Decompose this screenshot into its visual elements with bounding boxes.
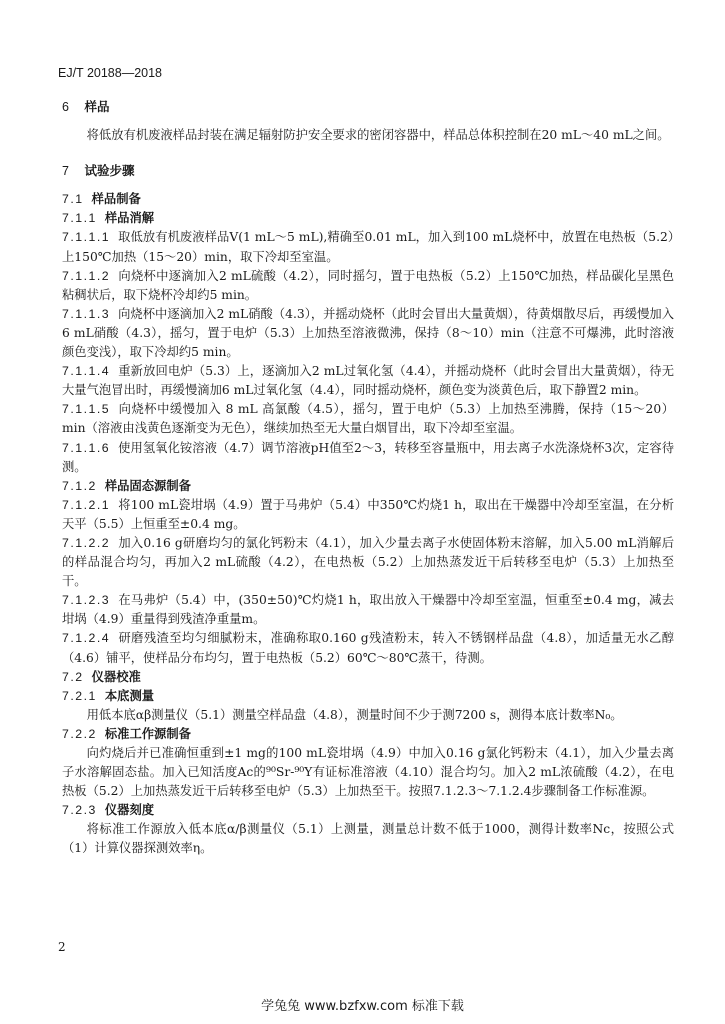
section-title: 样品制备 — [91, 192, 141, 207]
section-7-2-1-heading — [62, 687, 674, 706]
clause-text: 向烧杯中逐滴加入2 mL硝酸（4.3），并摇动烧杯（此时会冒出大量黄烟），待黄烟散尽后，再缓慢加入6 mL硝酸（4.3），摇匀，置于电炉（5.3）上加热至溶液微沸，保持（8～10）min（注意不可爆沸，此时溶液颜色变浅），取下冷却约5 min。 — [62, 306, 674, 360]
section-7-2-3-heading — [62, 801, 674, 820]
section-title: 仪器校准 — [91, 669, 141, 684]
section-title: 本底测量 — [104, 688, 155, 703]
clause-number: 7.1.2.1 — [62, 497, 111, 512]
footer-watermark: 学兔兔 www.bzfxw.com 标准下载 — [261, 999, 464, 1014]
clause-number: 7.1.2.3 — [62, 593, 111, 608]
section-7-1-heading — [62, 190, 674, 209]
section-7-2-3-body: 将标准工作源放入低本底α/β测量仪（5.1）上测量，测量总计数不低于1000，测得计数率Nc，按照公式（1）计算仪器探测效率η。 — [62, 822, 674, 856]
section-number: 7.1 — [62, 192, 84, 207]
main-content — [62, 97, 674, 859]
clause-7-1-1-1 — [62, 228, 674, 266]
clause-number: 7.1.2.4 — [62, 631, 111, 646]
clause-text: 将100 mL瓷坩埚（4.9）置于马弗炉（5.4）中350℃灼烧1 h，取出在干燥器中冷却至室温，在分析天平（5.5）上恒重至±0.4 mg。 — [62, 497, 674, 531]
clause-7-1-1-4 — [62, 362, 674, 400]
clause-7-1-1-3 — [62, 305, 674, 362]
section-number: 7.2.3 — [62, 803, 97, 818]
section-title: 仪器刻度 — [104, 803, 155, 818]
section-title: 样品 — [84, 99, 110, 114]
section-number: 7.2.2 — [62, 726, 97, 741]
section-title: 样品固态源制备 — [104, 478, 191, 493]
clause-number: 7.1.1.3 — [62, 306, 111, 321]
clause-text: 取低放有机废液样品V(1 mL～5 mL),精确至0.01 mL，加入到100 mL烧杯中，放置在电热板（5.2）上150℃加热（15～20）min，取下冷却至室温。 — [62, 230, 674, 264]
section-number: 7.2.1 — [62, 688, 97, 703]
clause-7-1-2-4 — [62, 629, 674, 667]
clause-number: 7.1.1.4 — [62, 364, 111, 379]
clause-number: 7.1.2.2 — [62, 535, 111, 550]
section-number: 7.1.1 — [62, 211, 97, 226]
clause-number: 7.1.1.2 — [62, 268, 111, 283]
section-number: 7.2 — [62, 669, 84, 684]
clause-7-1-2-1 — [62, 496, 674, 534]
clause-text: 向烧杯中缓慢加入 8 mL 高氯酸（4.5），摇匀，置于电炉（5.3）上加热至沸腾，保持（15～20）min（溶液由浅黄色逐渐变为无色），继续加热至无大量白烟冒出，取下冷却至室温。 — [62, 402, 674, 436]
section-7-2-heading — [62, 668, 674, 687]
section-7-2-2-heading — [62, 725, 674, 744]
clause-number: 7.1.1.6 — [62, 440, 111, 455]
clause-text: 使用氢氧化铵溶液（4.7）调节溶液pH值至2～3，转移至容量瓶中，用去离子水洗涤烧杯3次，定容待测。 — [62, 440, 674, 474]
section-7-1-1-heading — [62, 209, 674, 228]
clause-7-1-1-2 — [62, 267, 674, 305]
clause-text: 重新放回电炉（5.3）上，逐滴加入2 mL过氧化氢（4.4），并摇动烧杯（此时会冒出大量黄烟），待无大量气泡冒出时，再缓慢滴加6 mL过氧化氢（4.4），同时摇动烧杯，颜色变为淡黄色后，取下静置2 min。 — [62, 364, 674, 398]
clause-7-1-2-2 — [62, 534, 674, 591]
section-6-heading — [62, 97, 674, 117]
section-number: 7 — [62, 164, 71, 179]
clause-7-1-2-3 — [62, 591, 674, 629]
clause-7-1-1-6 — [62, 439, 674, 477]
section-number: 7.1.2 — [62, 478, 97, 493]
section-7-1-2-heading — [62, 477, 674, 496]
section-title: 试验步骤 — [84, 163, 135, 179]
page-number: 2 — [58, 940, 66, 954]
clause-7-1-1-5 — [62, 400, 674, 438]
clause-number: 7.1.1.1 — [62, 230, 111, 245]
section-number: 6 — [62, 100, 71, 114]
standard-code: EJ/T 20188—2018 — [58, 66, 163, 80]
section-7-2-2-body: 向灼烧后并已准确恒重到±1 mg的100 mL瓷坩埚（4.9）中加入0.16 g氯化钙粉末（4.1），加入少量去离子水溶解固态盐。加入已知活度Ac的⁹⁰Sr-⁹⁰Y有证标准溶液（4.10）混合均匀。加入2 mL浓硫酸（4.2），在电热板（5.2）上加热蒸发近干后转移至电炉（5.3）上加热至干。按照7.1.2.3～7.1.2.4步骤制备工作标准源。 — [62, 746, 674, 799]
section-title: 标准工作源制备 — [104, 726, 191, 741]
section-7-heading — [62, 161, 674, 181]
section-title: 样品消解 — [104, 211, 155, 226]
section-7-2-1-body: 用低本底αβ测量仪（5.1）测量空样品盘（4.8），测量时间不少于测7200 s，测得本底计数率N₀。 — [86, 707, 623, 722]
clause-text: 加入0.16 g研磨均匀的氯化钙粉末（4.1），加入少量去离子水使固体粉末溶解，加入5.00 mL消解后的样品混合均匀，再加入2 mL硫酸（4.2），在电热板（5.2）上加热蒸发近干后转移至电炉（5.3）上加热至干。 — [62, 535, 674, 589]
section-6-body: 将低放有机废液样品封装在满足辐射防护安全要求的密闭容器中，样品总体积控制在20 mL～40 mL之间。 — [86, 128, 670, 143]
clause-number: 7.1.1.5 — [62, 402, 111, 417]
clause-text: 在马弗炉（5.4）中，(350±50)℃灼烧1 h，取出放入干燥器中冷却至室温，恒重至±0.4 mg，减去坩埚（4.9）重量得到残渣净重量m。 — [62, 593, 674, 627]
clause-text: 向烧杯中逐滴加入2 mL硫酸（4.2），同时摇匀，置于电热板（5.2）上150℃加热，样品碳化呈黑色粘稠状后，取下烧杯冷却约5 min。 — [62, 268, 674, 302]
clause-text: 研磨残渣至均匀细腻粉末，准确称取0.160 g残渣粉末，转入不锈钢样品盘（4.8），加适量无水乙醇（4.6）铺平，使样品分布均匀，置于电热板（5.2）60℃～80℃蒸干，待测。 — [62, 631, 674, 665]
